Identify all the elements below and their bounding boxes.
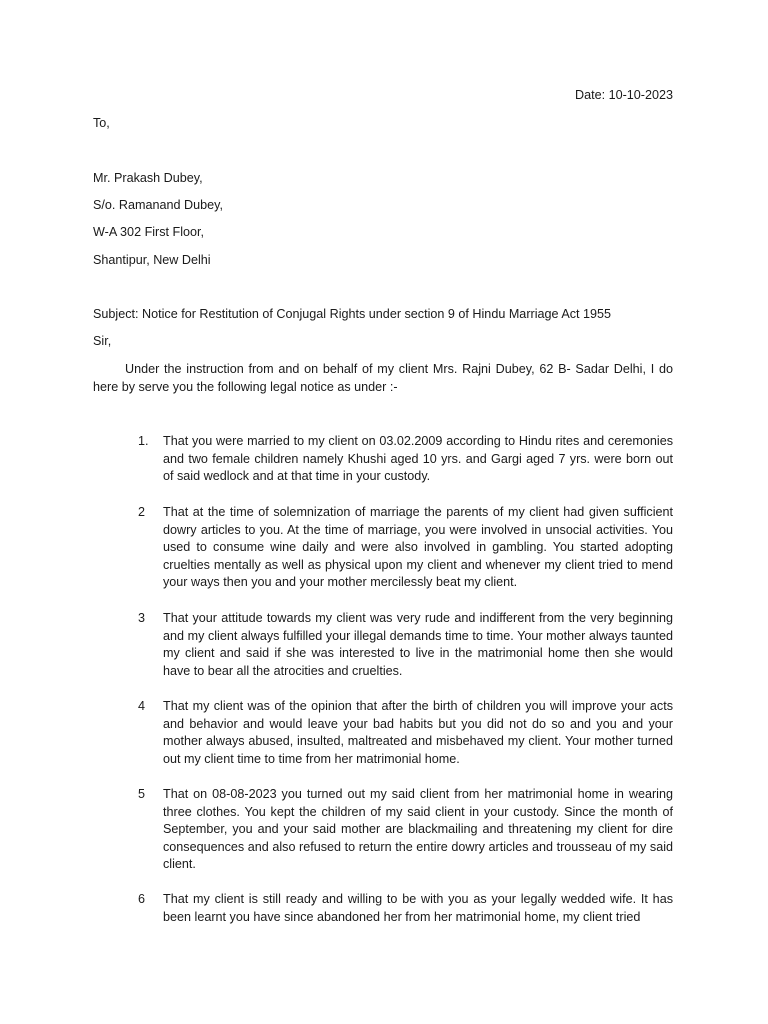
recipient-address-line2: Shantipur, New Delhi xyxy=(93,253,211,267)
recipient-relation: S/o. Ramanand Dubey, xyxy=(93,198,223,212)
list-item-text: That my client was of the opinion that after the birth of children you will improve your acts and behavior and would leave your bad habits but you did not do so and you and your mother always abused, insulted, maltreated and misbehaved my client. Your mother turned out my client time to time from her matrimonial home. xyxy=(163,699,673,766)
list-item-number: 5 xyxy=(138,787,146,801)
list-item xyxy=(138,504,673,592)
to-line: To, xyxy=(93,116,110,130)
list-item-text: That at the time of solemnization of marriage the parents of my client had given sufficient dowry articles to you. At the time of marriage, you were involved in unsocial activities. You used to consume wine daily and were also involved in gambling. You started adopting cruelties mentally as well as physical upon my client and whenever my client tried to mend your ways then you and your mother mercilessly beat my client. xyxy=(163,505,673,589)
intro-paragraph: Under the instruction from and on behalf of my client Mrs. Rajni Dubey, 62 B- Sadar Delhi, I do here by serve you the following legal notice as under :- xyxy=(93,362,673,394)
list-item xyxy=(138,786,673,874)
list-item-number: 6 xyxy=(138,892,146,906)
letter-date: Date: 10-10-2023 xyxy=(574,88,673,102)
list-item xyxy=(138,433,673,486)
list-item-text: That you were married to my client on 03.02.2009 according to Hindu rites and ceremonies and two female children namely Khushi aged 10 yrs. and Gargi aged 7 yrs. were born out of said wedlock and at that time in your custody. xyxy=(163,434,673,483)
list-item-number: 3 xyxy=(138,611,146,625)
list-item xyxy=(138,698,673,768)
list-item-text: That on 08-08-2023 you turned out my said client from her matrimonial home in wearing three clothes. You kept the children of my said client in your custody. Since the month of September, you and your said mother are blackmailing and threatening my client for dire consequences and also refused to return the entire dowry articles and trousseau of my said client. xyxy=(163,787,673,871)
recipient-address-line1: W-A 302 First Floor, xyxy=(93,225,205,239)
recipient-name: Mr. Prakash Dubey, xyxy=(93,171,203,185)
list-item xyxy=(138,891,673,926)
list-item-number: 1. xyxy=(138,434,149,448)
list-item-number: 4 xyxy=(138,699,146,713)
list-item xyxy=(138,610,673,680)
subject-line: Subject: Notice for Restitution of Conjugal Rights under section 9 of Hindu Marriage Act 1955 xyxy=(93,307,612,321)
list-item-number: 2 xyxy=(138,505,146,519)
list-item-text: That my client is still ready and willing to be with you as your legally wedded wife. It has been learnt you have since abandoned her from her matrimonial home, my client tried xyxy=(163,892,673,924)
salutation: Sir, xyxy=(93,334,112,348)
list-item-text: That your attitude towards my client was very rude and indifferent from the very beginning and my client always fulfilled your illegal demands time to time. Your mother always taunted my client and said if she was interested to live in the matrimonial home then she would have to bear all the atrocities and cruelties. xyxy=(163,611,673,678)
